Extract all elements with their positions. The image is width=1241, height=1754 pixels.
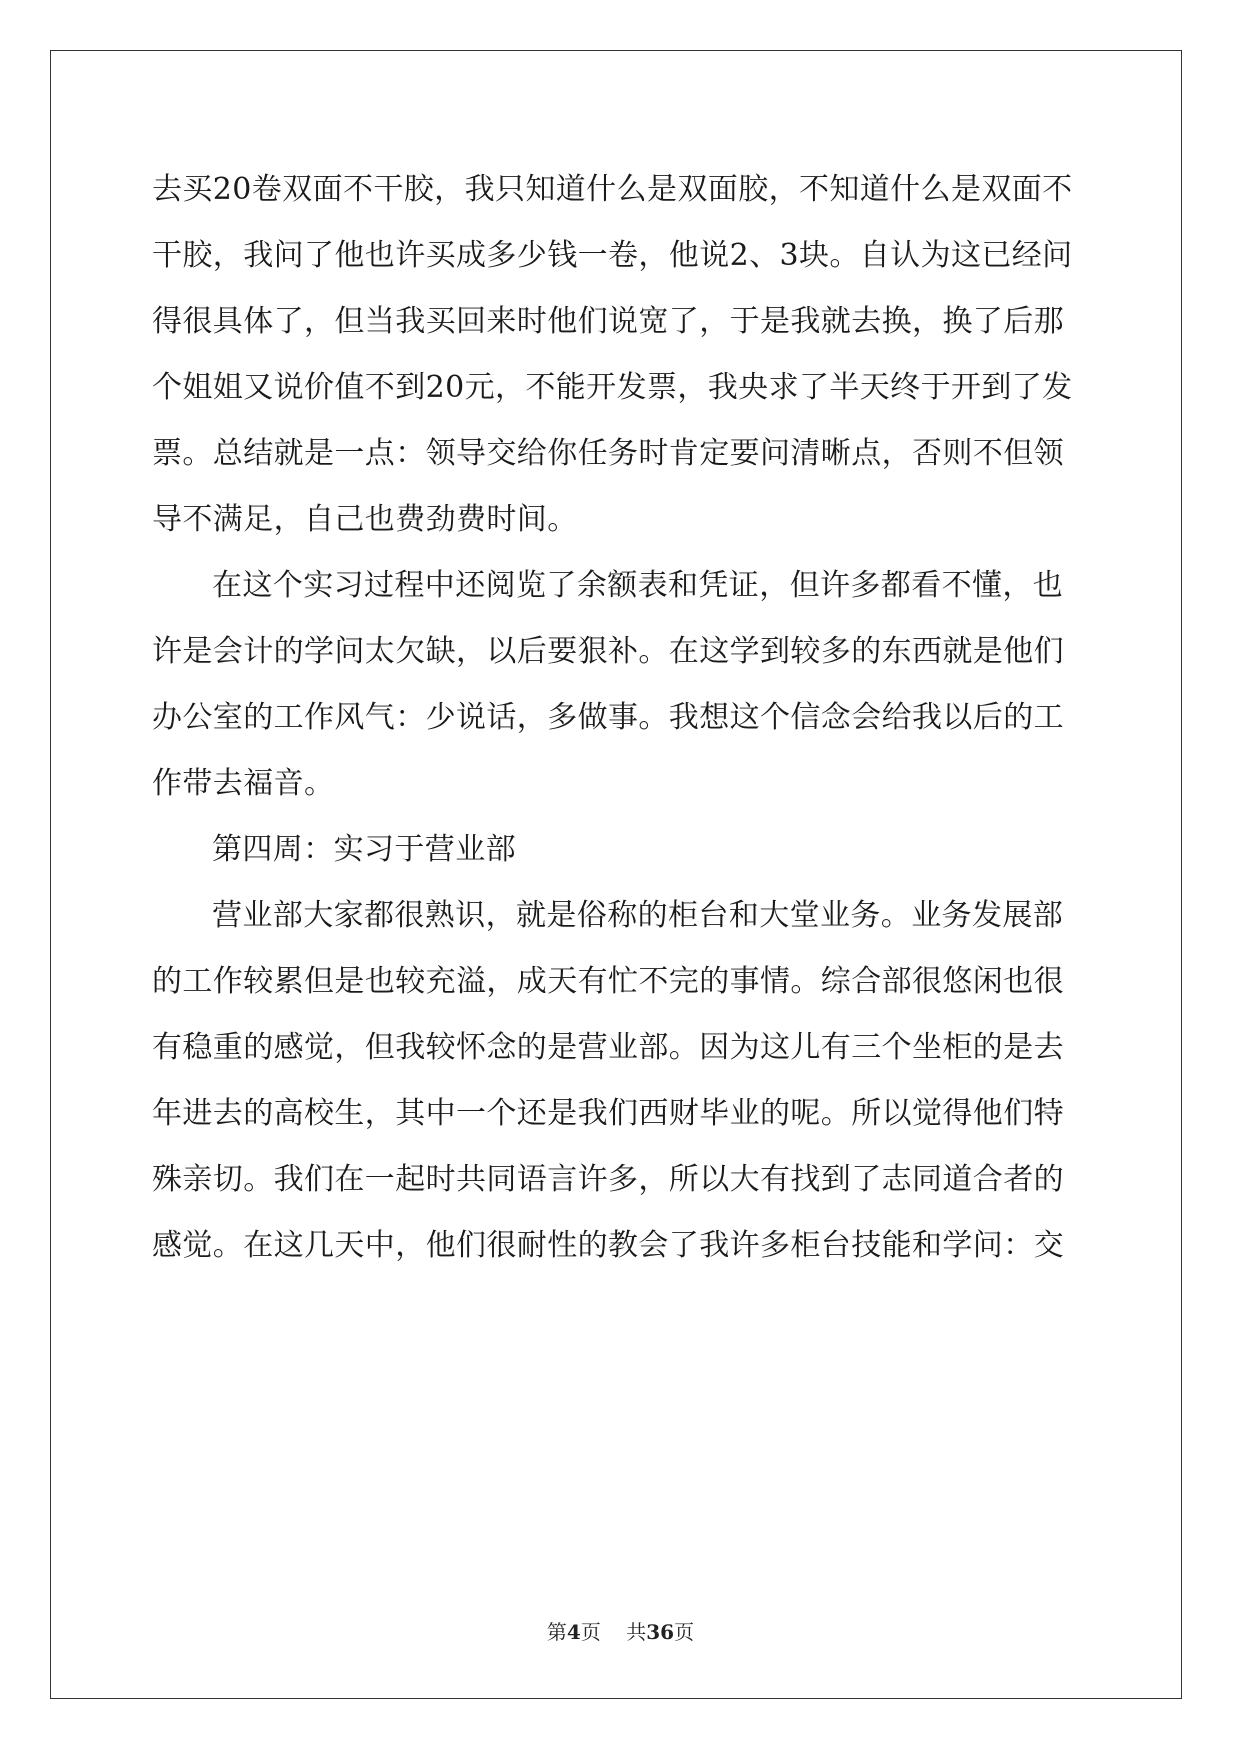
page-footer <box>0 1616 1241 1645</box>
body-line: 个姐姐又说价值不到20元，不能开发票，我央求了半天终于开到了发 <box>152 370 1073 405</box>
current-page-number: 4 <box>566 1620 581 1644</box>
body-line: 导不满足，自己也费劲费时间。 <box>152 502 578 537</box>
document-body <box>152 157 1082 1279</box>
body-line: 有稳重的感觉，但我较怀念的是营业部。因为这儿有三个坐柜的是去 <box>152 1030 1064 1065</box>
body-line: 去买20卷双面不干胶，我只知道什么是双面胶，不知道什么是双面不 <box>152 172 1073 207</box>
section-heading: 第四周：实习于营业部 <box>212 832 516 867</box>
body-line: 票。总结就是一点：领导交给你任务时肯定要问清晰点，否则不但领 <box>152 436 1064 471</box>
footer-page-suffix: 页 <box>580 1620 601 1644</box>
paragraph-first-line: 营业部大家都很熟识，就是俗称的柜台和大堂业务。业务发展部 <box>212 898 1064 933</box>
body-line: 办公室的工作风气：少说话，多做事。我想这个信念会给我以后的工 <box>152 700 1064 735</box>
body-line: 殊亲切。我们在一起时共同语言许多，所以大有找到了志同道合者的 <box>152 1162 1064 1197</box>
footer-total-suffix: 页 <box>674 1620 695 1644</box>
paragraph-first-line: 在这个实习过程中还阅览了余额表和凭证，但许多都看不懂，也 <box>212 568 1064 603</box>
body-line: 许是会计的学问太欠缺，以后要狠补。在这学到较多的东西就是他们 <box>152 634 1064 669</box>
footer-total-prefix: 共 <box>626 1620 647 1644</box>
total-pages-number: 36 <box>646 1620 675 1644</box>
body-line: 感觉。在这几天中，他们很耐性的教会了我许多柜台技能和学问：交 <box>152 1228 1064 1263</box>
footer-prefix: 第 <box>546 1620 567 1644</box>
body-line: 年进去的高校生，其中一个还是我们西财毕业的呢。所以觉得他们特 <box>152 1096 1064 1131</box>
body-line: 作带去福音。 <box>152 766 335 801</box>
body-line: 干胶，我问了他也许买成多少钱一卷，他说2、3块。自认为这已经问 <box>152 238 1073 273</box>
body-line: 的工作较累但是也较充溢，成天有忙不完的事情。综合部很悠闲也很 <box>152 964 1064 999</box>
body-line: 得很具体了，但当我买回来时他们说宽了，于是我就去换，换了后那 <box>152 304 1064 339</box>
